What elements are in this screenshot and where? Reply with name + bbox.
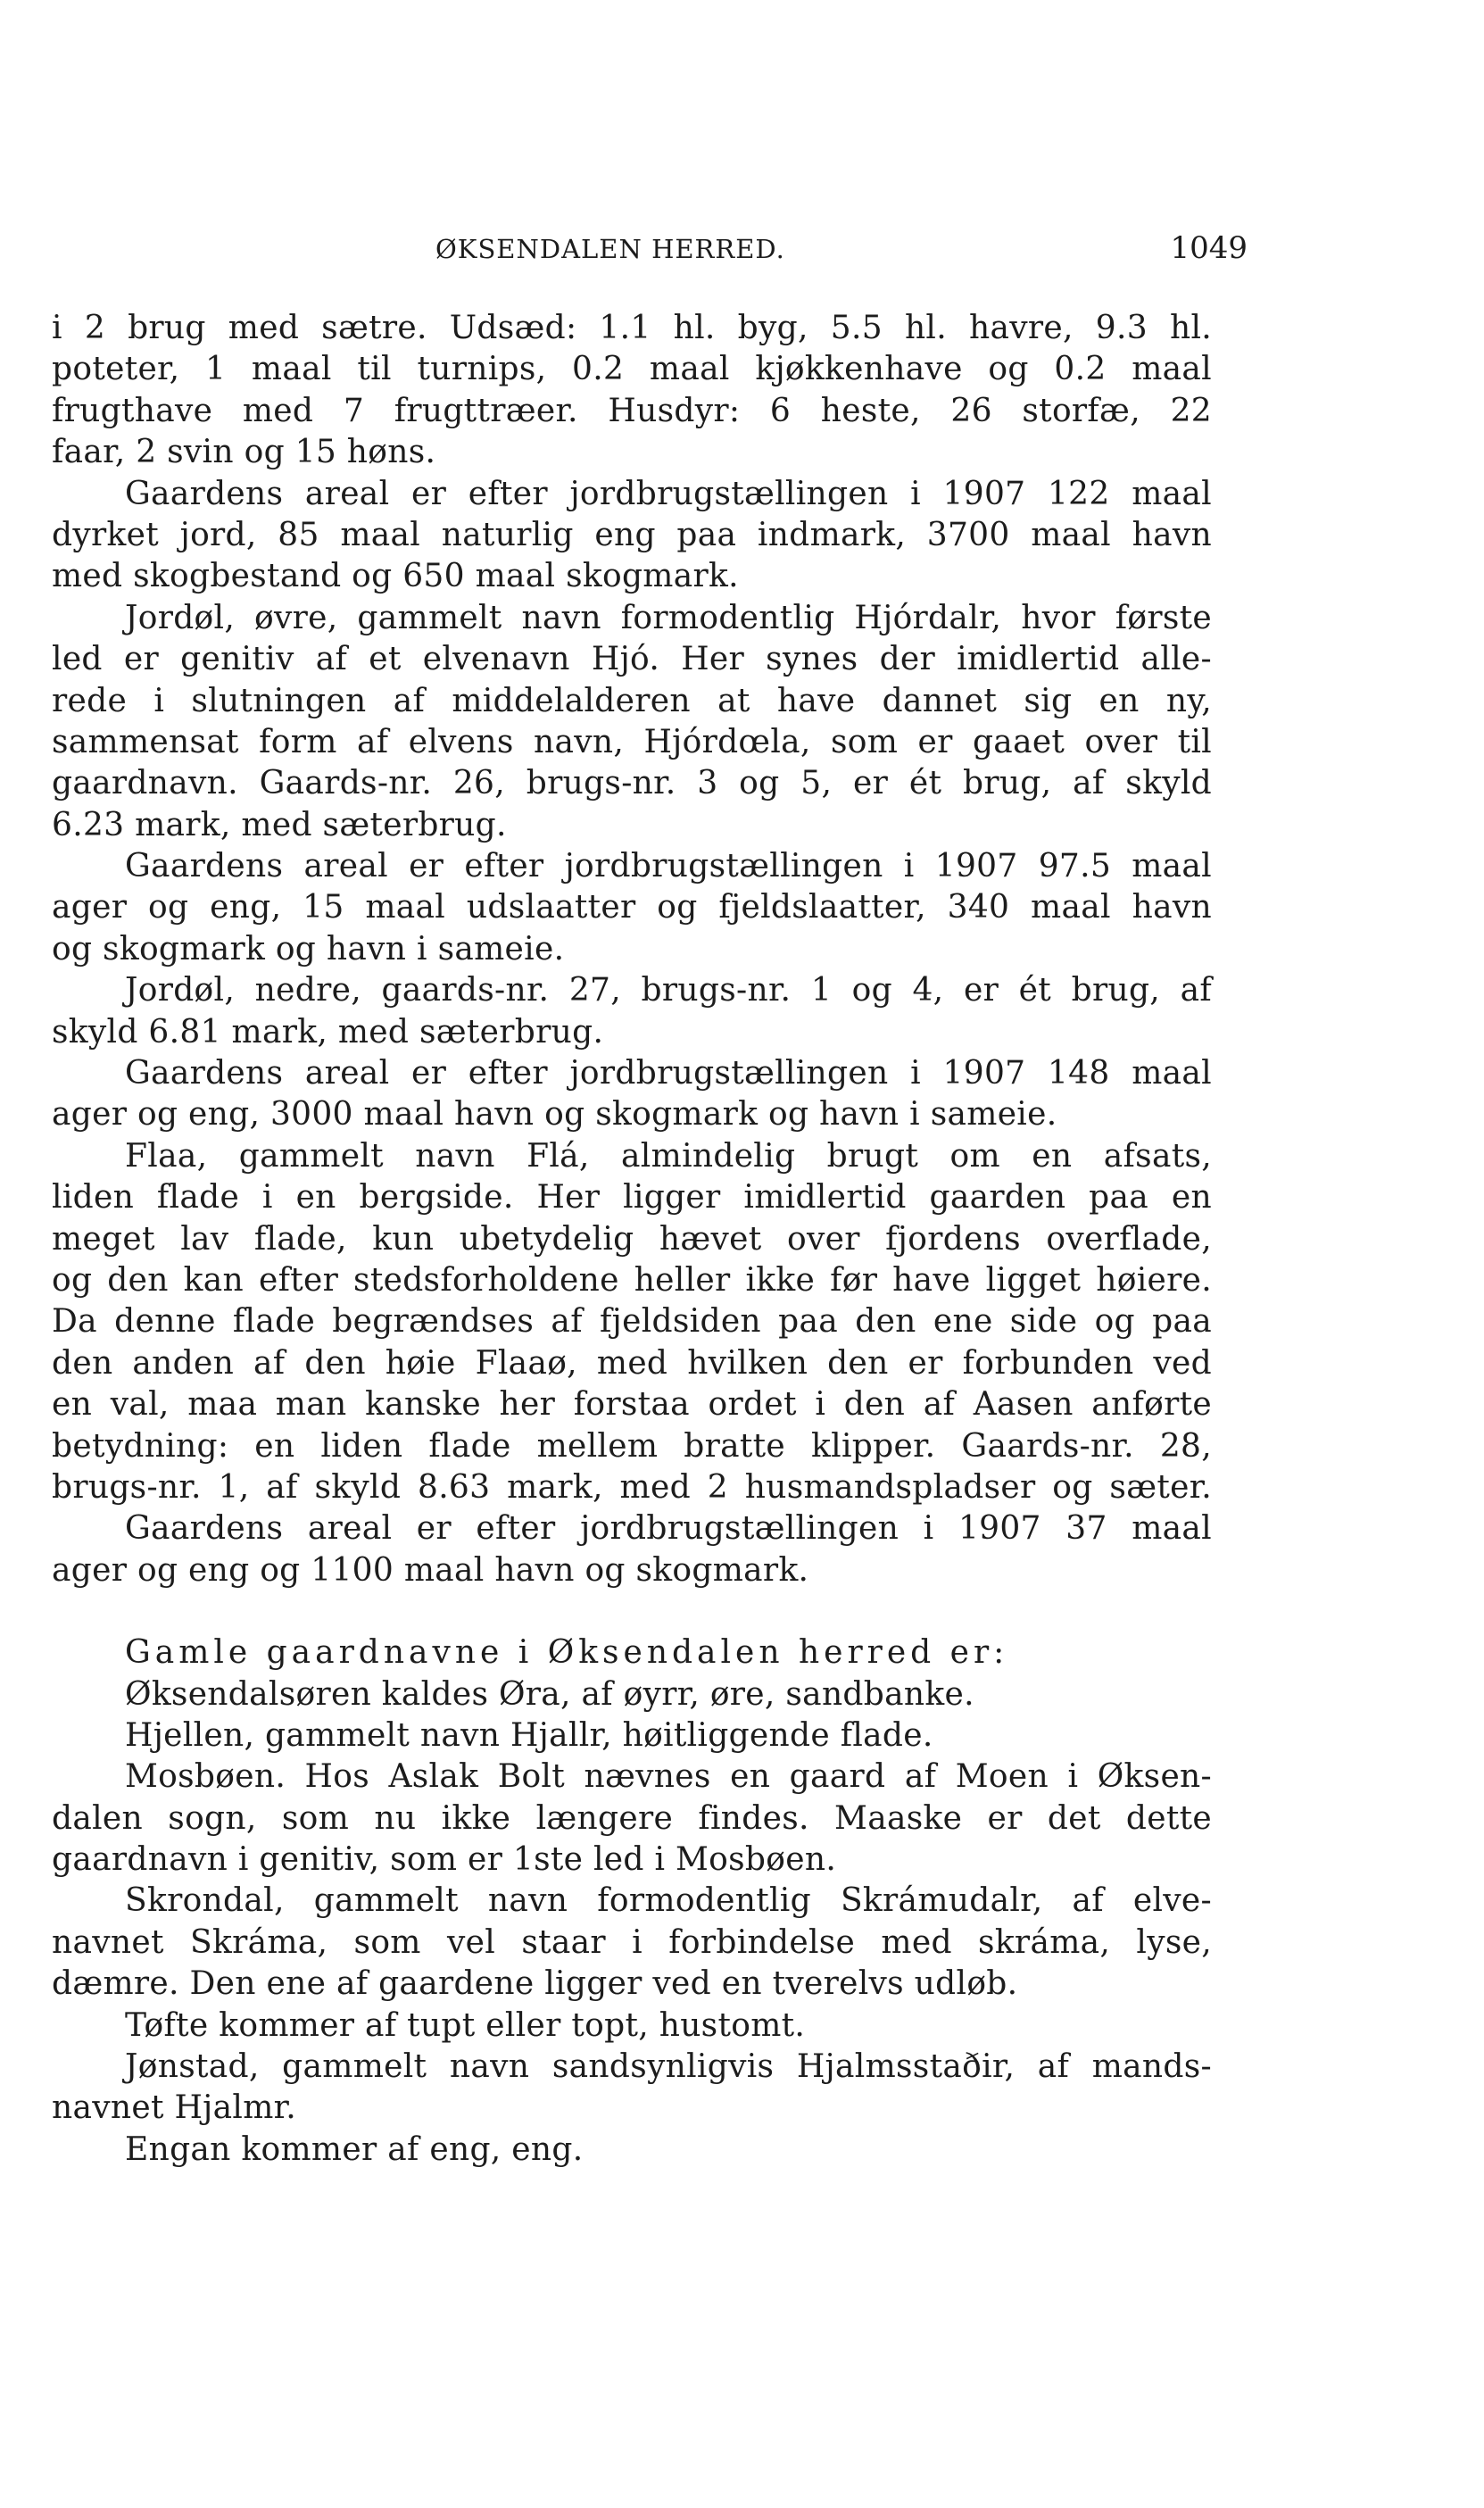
text-line: ager og eng, 3000 maal havn og skogmark og havn i sameie. — [52, 1096, 1057, 1134]
page-header — [52, 230, 1248, 275]
section-gap — [52, 1591, 1212, 1632]
text-line: dæmre. Den ene af gaardene ligger ved en tverelvs udløb. — [52, 1965, 1018, 2003]
text-line: 6.23 mark, med sæterbrug. — [52, 806, 507, 843]
text-line: i 2 brug med sætre. Udsæd: 1.1 hl. byg, 5.5 hl. havre, 9.3 hl. — [52, 310, 1212, 346]
paragraph-jordol-nedre — [52, 970, 1212, 1053]
paragraph-areal-4 — [52, 1508, 1212, 1591]
paragraph-areal-3 — [52, 1053, 1212, 1136]
body-text — [52, 308, 1212, 2171]
paragraph-mosboen — [52, 1756, 1212, 1881]
text-line: Skrondal, gammelt navn formodentlig Skrámudalr, af elve- — [125, 1882, 1212, 1920]
text-line: Gaardens areal er efter jordbrugstællingen i 1907 122 maal — [125, 475, 1212, 512]
paragraph-areal-2 — [52, 846, 1212, 970]
text-line: meget lav flade, kun ubetydelig hævet over fjordens overflade, — [52, 1220, 1212, 1258]
paragraph-engan — [52, 2130, 1212, 2171]
text-line: Gaardens areal er efter jordbrugstællingen i 1907 148 maal — [125, 1055, 1212, 1092]
text-line: faar, 2 svin og 15 høns. — [52, 434, 436, 471]
paragraph-tofte — [52, 2006, 1212, 2047]
text-line: navnet Skráma, som vel staar i forbindelse med skráma, lyse, — [52, 1923, 1212, 1961]
text-line: skyld 6.81 mark, med sæterbrug. — [52, 1013, 604, 1051]
paragraph-hjellen — [52, 1715, 1212, 1756]
text-line: navnet Hjalmr. — [52, 2089, 296, 2127]
paragraph-flaa — [52, 1136, 1212, 1509]
paragraph-jordol-ovre — [52, 598, 1212, 846]
text-line: gaardnavn. Gaards-nr. 26, brugs-nr. 3 og 5, er ét brug, af skyld — [52, 765, 1212, 802]
text-line: Jønstad, gammelt navn sandsynligvis Hjalmsstaðir, af mands- — [125, 2048, 1212, 2086]
text-line: ager og eng, 15 maal udslaatter og fjeldslaatter, 340 maal havn — [52, 889, 1212, 926]
text-line: en val, maa man kanske her forstaa ordet i den af Aasen anførte — [52, 1386, 1212, 1424]
text-line: Mosbøen. Hos Aslak Bolt nævnes en gaard af Moen i Øksen- — [125, 1758, 1212, 1796]
text-line: led er genitiv af et elvenavn Hjó. Her synes der imidlertid alle- — [52, 641, 1212, 678]
text-line: Tøfte kommer af tupt eller topt, hustomt. — [125, 2006, 806, 2044]
text-line: med skogbestand og 650 maal skogmark. — [52, 558, 739, 595]
text-line: Øksendalsøren kaldes Øra, af øyrr, øre, sandbanke. — [125, 1675, 974, 1713]
text-line: frugthave med 7 frugttræer. Husdyr: 6 heste, 26 storfæ, 22 — [52, 392, 1212, 429]
text-line: og den kan efter stedsforholdene heller ikke før have ligget høiere. — [52, 1261, 1212, 1299]
page-number: 1049 — [1170, 230, 1248, 266]
text-line: Hjellen, gammelt navn Hjallr, høitliggende flade. — [125, 1716, 933, 1754]
text-line: rede i slutningen af middelalderen at have dannet sig en ny, — [52, 682, 1212, 719]
paragraph-oksendalsoren — [52, 1674, 1212, 1715]
text-line: Jordøl, øvre, gammelt navn formodentlig Hjórdalr, hvor første — [125, 599, 1212, 636]
paragraph-jonstad — [52, 2047, 1212, 2130]
text-line: Jordøl, nedre, gaards-nr. 27, brugs-nr. 1 og 4, er ét brug, af — [125, 972, 1212, 1009]
text-line: betydning: en liden flade mellem bratte klipper. Gaards-nr. 28, — [52, 1427, 1212, 1465]
paragraph-areal-1 — [52, 474, 1212, 598]
text-line: og skogmark og havn i sameie. — [52, 930, 565, 967]
text-line: Engan kommer af eng, eng. — [125, 2130, 584, 2168]
text-line: Gaardens areal er efter jordbrugstællingen i 1907 97.5 maal — [125, 848, 1212, 885]
text-line: brugs-nr. 1, af skyld 8.63 mark, med 2 husmandspladser og sæter. — [52, 1468, 1212, 1506]
text-line: liden flade i en bergside. Her ligger imidlertid gaarden paa en — [52, 1179, 1212, 1217]
text-line: sammensat form af elvens navn, Hjórdœla, som er gaaet over til — [52, 723, 1212, 760]
text-line: den anden af den høie Flaaø, med hvilken den er forbunden ved — [52, 1344, 1212, 1382]
text-line: dyrket jord, 85 maal naturlig eng paa indmark, 3700 maal havn — [52, 516, 1212, 553]
text-line: Flaa, gammelt navn Flá, almindelig brugt om en afsats, — [125, 1137, 1212, 1175]
text-line: poteter, 1 maal til turnips, 0.2 maal kjøkkenhave og 0.2 maal — [52, 351, 1212, 388]
text-line: Gaardens areal er efter jordbrugstællingen i 1907 37 maal — [125, 1510, 1212, 1548]
text-line: ager og eng og 1100 maal havn og skogmark. — [52, 1551, 809, 1589]
section-heading: Gamle gaardnavne i Øksendalen herred er: — [125, 1634, 1009, 1672]
text-line: Da denne flade begrændses af fjeldsiden paa den ene side og paa — [52, 1303, 1212, 1341]
paragraph-gamle-gaardnavne-heading — [52, 1632, 1212, 1673]
running-title: ØKSENDALEN HERRED. — [435, 234, 785, 264]
paragraph-skrondal — [52, 1881, 1212, 2005]
paragraph-husdyr — [52, 308, 1212, 474]
text-line: dalen sogn, som nu ikke længere findes. Maaske er det dette — [52, 1799, 1212, 1837]
text-line: gaardnavn i genitiv, som er 1ste led i Mosbøen. — [52, 1841, 837, 1879]
